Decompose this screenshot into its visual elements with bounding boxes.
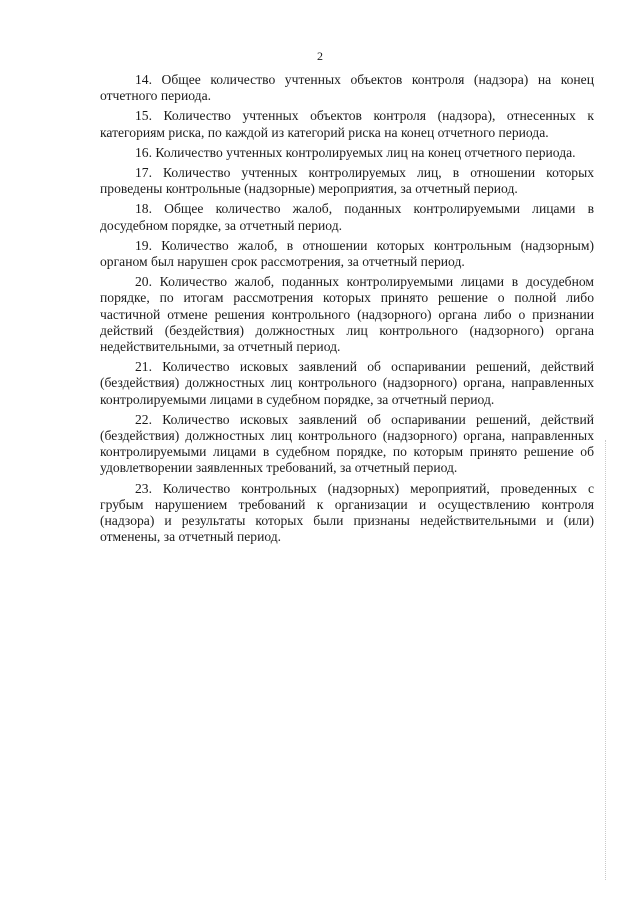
paragraph-19: 19. Количество жалоб, в отношении которых контрольным (надзорным) органом был нарушен срок рассмотрения, за отчетный период.: [100, 237, 594, 270]
paragraph-23: 23. Количество контрольных (надзорных) мероприятий, проведенных с грубым нарушением требований к организации и осуществлению контроля (надзора) и результаты которых были признаны недействительными и (или) отменены, за отчетный период.: [100, 480, 594, 545]
scan-edge-artifact: [604, 440, 606, 880]
paragraph-22: 22. Количество исковых заявлений об оспаривании решений, действий (бездействия) должностных лиц контрольного (надзорного) органа, направленных контролируемыми лицами в судебном порядке, по которым принято решение об удовлетворении заявленных требований, за отчетный период.: [100, 411, 594, 476]
paragraph-16: 16. Количество учтенных контролируемых лиц на конец отчетного периода.: [135, 144, 576, 160]
paragraph-20: 20. Количество жалоб, поданных контролируемыми лицами в досудебном порядке, по итогам рассмотрения которых принято решение о полной либо частичной отмене решения контрольного (надзорного) органа либо о признании действий (бездействия) должностных лиц контрольного (надзорного) органа недействительными, за отчетный период.: [100, 274, 594, 355]
paragraph-21: 21. Количество исковых заявлений об оспаривании решений, действий (бездействия) должностных лиц контрольного (надзорного) органа, направленных контролируемыми лицами в судебном порядке, за отчетный период.: [100, 359, 594, 407]
paragraph-14: 14. Общее количество учтенных объектов контроля (надзора) на конец отчетного периода.: [100, 72, 594, 104]
paragraph-18: 18. Общее количество жалоб, поданных контролируемыми лицами в досудебном порядке, за отчетный период.: [100, 201, 594, 233]
document-body: [100, 72, 594, 549]
paragraph-17: 17. Количество учтенных контролируемых лиц, в отношении которых проведены контрольные (надзорные) мероприятия, за отчетный период.: [100, 165, 594, 197]
page-number: 2: [317, 49, 323, 63]
paragraph-15: 15. Количество учтенных объектов контроля (надзора), отнесенных к категориям риска, по каждой из категорий риска на конец отчетного периода.: [100, 108, 594, 140]
